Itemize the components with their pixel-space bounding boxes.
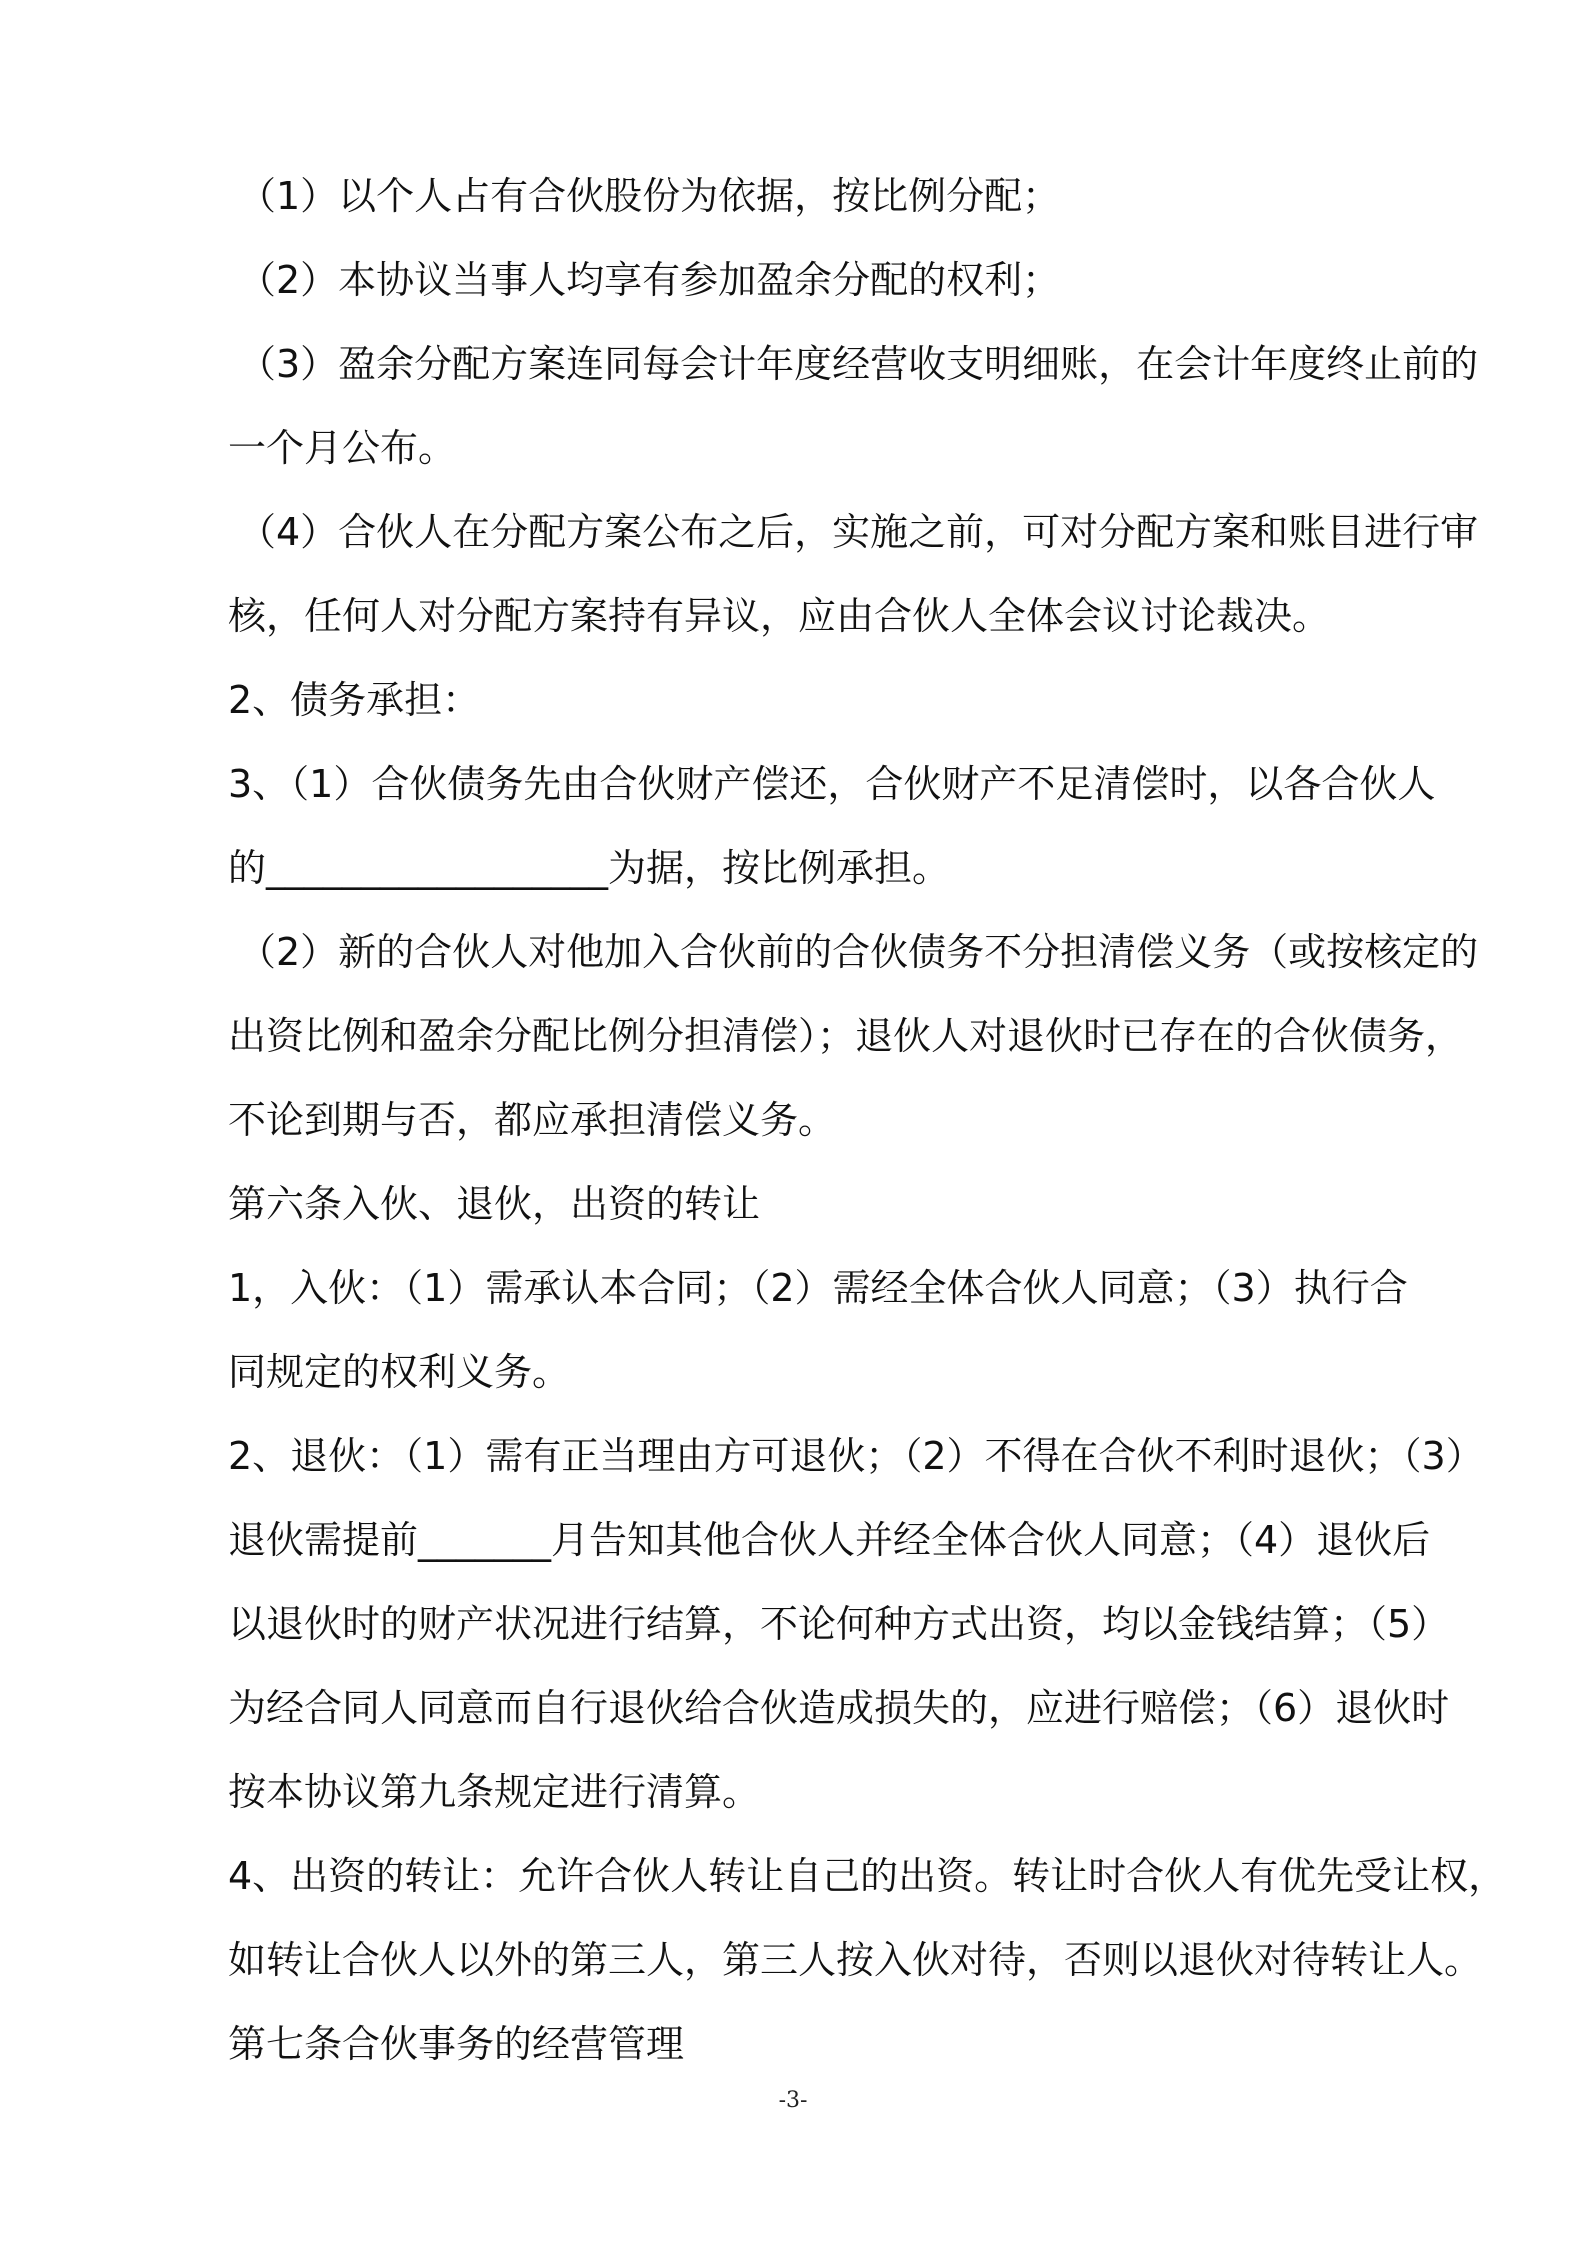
text-line: 出资比例和盈余分配比例分担清偿）；退伙人对退伙时已存在的合伙债务， bbox=[228, 1014, 1464, 1058]
text-line: （3）盈余分配方案连同每会计年度经营收支明细账，在会计年度终止前的 bbox=[238, 342, 1479, 386]
text-line: 3、（1）合伙债务先由合伙财产偿还，合伙财产不足清偿时，以各合伙人 bbox=[228, 762, 1436, 806]
text-line: 2、退伙：（1）需有正当理由方可退伙；（2）不得在合伙不利时退伙；（3） bbox=[228, 1434, 1484, 1478]
text-line: 为经合同人同意而自行退伙给合伙造成损失的，应进行赔偿；（6）退伙时 bbox=[228, 1686, 1450, 1730]
text-line: （1）以个人占有合伙股份为依据，按比例分配； bbox=[238, 174, 1061, 218]
text-line: 2、债务承担： bbox=[228, 678, 481, 722]
text-line: 以退伙时的财产状况进行结算，不论何种方式出资，均以金钱结算；（5） bbox=[228, 1602, 1450, 1646]
page-number: -3- bbox=[778, 2088, 808, 2113]
text-line: （4）合伙人在分配方案公布之后，实施之前，可对分配方案和账目进行审 bbox=[238, 510, 1479, 554]
text-line: 不论到期与否，都应承担清偿义务。 bbox=[228, 1098, 837, 1142]
text-line: （2）本协议当事人均享有参加盈余分配的权利； bbox=[238, 258, 1061, 302]
text-line: 4、出资的转让：允许合伙人转让自己的出资。转让时合伙人有优先受让权， bbox=[228, 1854, 1507, 1898]
text-line: 的__________________为据，按比例承担。 bbox=[228, 846, 951, 890]
section-heading: 第六条入伙、退伙，出资的转让 bbox=[228, 1182, 761, 1226]
text-line: 核，任何人对分配方案持有异议，应由合伙人全体会议讨论裁决。 bbox=[228, 594, 1331, 638]
text-line: 按本协议第九条规定进行清算。 bbox=[228, 1770, 761, 1814]
text-line: 如转让合伙人以外的第三人，第三人按入伙对待，否则以退伙对待转让人。 bbox=[228, 1938, 1483, 1982]
text-line: （2）新的合伙人对他加入合伙前的合伙债务不分担清偿义务（或按核定的 bbox=[238, 930, 1479, 974]
text-line: 同规定的权利义务。 bbox=[228, 1350, 571, 1394]
text-line: 1，入伙：（1）需承认本合同；（2）需经全体合伙人同意；（3）执行合 bbox=[228, 1266, 1408, 1310]
text-line: 一个月公布。 bbox=[228, 426, 457, 470]
text-line: 退伙需提前_______月告知其他合伙人并经全体合伙人同意；（4）退伙后 bbox=[228, 1518, 1431, 1562]
section-heading: 第七条合伙事务的经营管理 bbox=[228, 2022, 685, 2066]
